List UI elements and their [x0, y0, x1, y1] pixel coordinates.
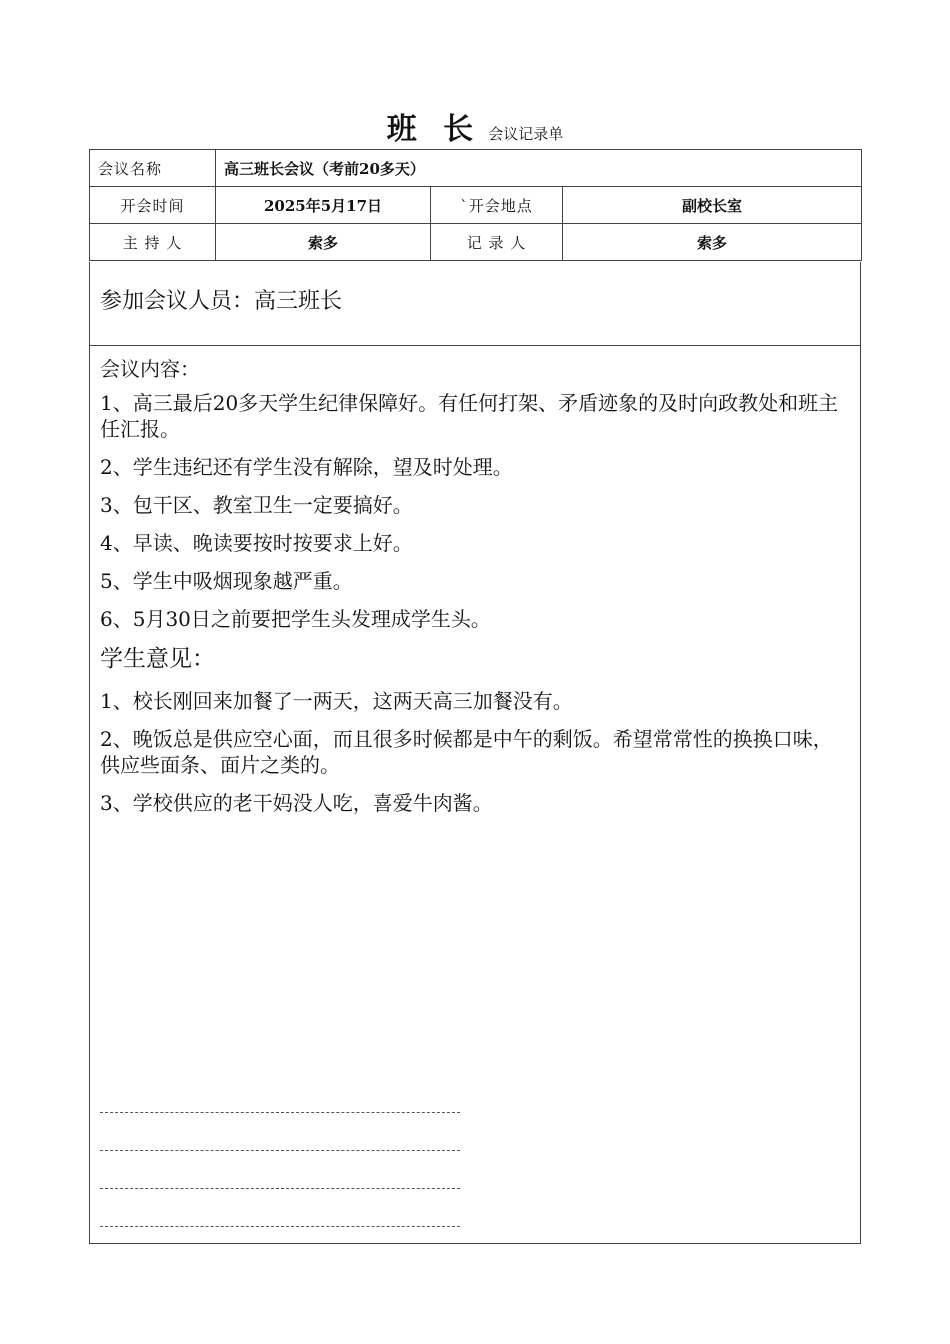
opinion-heading: 学生意见：: [100, 646, 215, 672]
host-label: 主 持 人: [90, 224, 216, 261]
meeting-info-table: [89, 149, 862, 261]
document-title: [0, 104, 950, 148]
content-item-2: 2、学生违纪还有学生没有解除，望及时处理。: [100, 455, 513, 479]
title-sub: 会议记录单: [488, 125, 564, 143]
table-row: [90, 187, 862, 224]
content-heading: 会议内容：: [100, 357, 200, 381]
content-item-1: 1、高三最后20多天学生纪律保障好。有任何打架、矛盾迹象的及时向政教处和班主任汇报。: [100, 391, 839, 441]
dashed-line: [100, 1226, 460, 1227]
opinion-item-1: 1、校长刚回来加餐了一两天，这两天高三加餐没有。: [100, 689, 573, 713]
meeting-place-label: `开会地点: [431, 187, 563, 224]
meeting-name-value: 高三班长会议（考前20多天）: [216, 150, 862, 187]
opinion-item-2: 2、晚饭总是供应空心面，而且很多时候都是中午的剩饭。希望常常性的换换口味，供应些面条、面片之类的。: [100, 727, 833, 777]
table-row: [90, 150, 862, 187]
recorder-value: 索多: [563, 224, 862, 261]
dashed-line: [100, 1112, 460, 1113]
content-item-3: 3、包干区、教室卫生一定要搞好。: [100, 493, 413, 517]
recorder-label: 记 录 人: [431, 224, 563, 261]
content-item-6: 6、5月30日之前要把学生头发理成学生头。: [100, 607, 491, 631]
content-item-5: 5、学生中吸烟现象越严重。: [100, 569, 353, 593]
meeting-name-label: 会议名称: [90, 150, 216, 187]
title-main: 班 长: [386, 112, 482, 147]
opinion-item-3: 3、学校供应的老干妈没人吃，喜爱牛肉酱。: [100, 791, 493, 815]
blank-lines: [100, 1112, 460, 1264]
meeting-place-value: 副校长室: [563, 187, 862, 224]
dashed-line: [100, 1150, 460, 1151]
meeting-content-section: [89, 346, 861, 1244]
dashed-line: [100, 1188, 460, 1189]
attendees-section: 参加会议人员：高三班长: [89, 262, 861, 346]
content-item-4: 4、早读、晚读要按时按要求上好。: [100, 531, 413, 555]
meeting-time-label: 开会时间: [90, 187, 216, 224]
host-value: 索多: [216, 224, 431, 261]
meeting-time-value: 2025年5月17日: [216, 187, 431, 224]
table-row: [90, 224, 862, 261]
